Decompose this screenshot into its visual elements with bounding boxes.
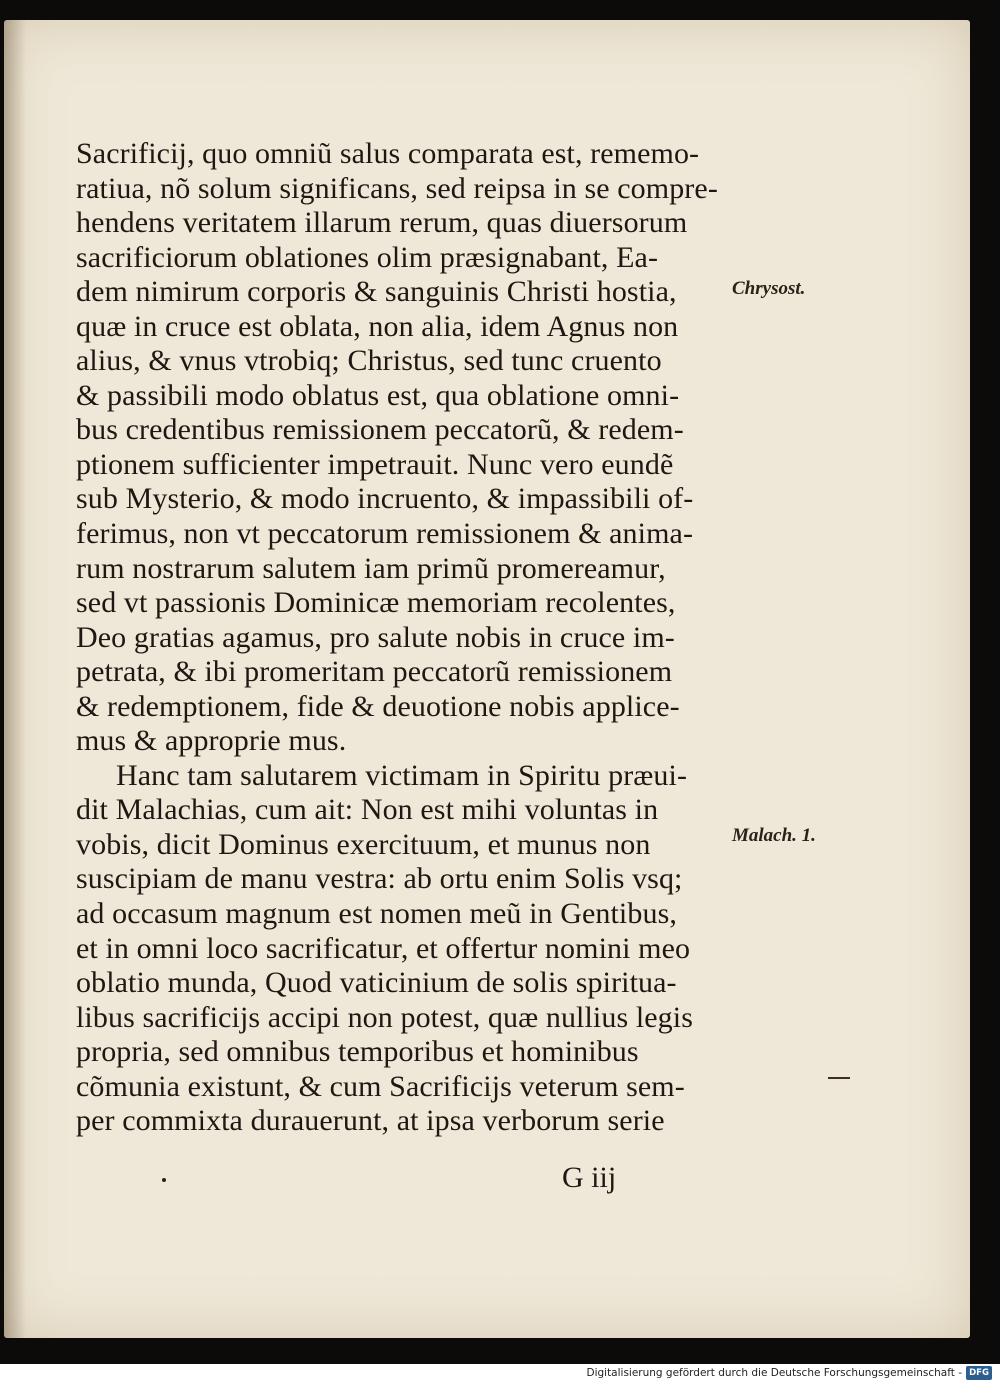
text-line-16: petrata, & ibi promeritam peccatorũ remissionem	[76, 655, 673, 689]
margin-dash	[828, 1077, 850, 1079]
text-line-27: propria, sed omnibus temporibus et hominibus	[76, 1035, 639, 1069]
text-line-25: oblatio munda, Quod vaticinium de solis spiritua-	[76, 966, 677, 1000]
margin-note-malachi: Malach. 1.	[732, 825, 816, 846]
text-line-13: rum nostrarum salutem iam primũ promereamur,	[76, 551, 666, 585]
text-line-18: mus & approprie mus.	[76, 724, 347, 758]
text-line-26: libus sacrificijs accipi non potest, quæ nullius legis	[76, 1000, 693, 1034]
text-line-9: bus credentibus remissionem peccatorũ, & redem-	[76, 413, 684, 447]
book-page	[4, 20, 970, 1338]
text-line-24: et in omni loco sacrificatur, et offertur nomini meo	[76, 931, 691, 965]
text-line-8: & passibili modo oblatus est, qua oblatione omni-	[76, 378, 680, 412]
text-line-6: quæ in cruce est oblata, non alia, idem Agnus non	[76, 309, 679, 343]
signature-mark: G iij	[562, 1161, 617, 1194]
text-line-4: sacrificiorum oblationes olim præsignabant, Ea-	[76, 240, 659, 274]
text-line-12: ferimus, non vt peccatorum remissionem & anima-	[76, 517, 694, 551]
text-line-28: cõmunia existunt, & cum Sacrificijs veterum sem-	[76, 1069, 685, 1103]
text-line-1: Sacrificij, quo omniũ salus comparata est, rememo-	[76, 137, 700, 170]
text-line-17: & redemptionem, fide & deuotione nobis applice-	[76, 689, 680, 723]
signature-line	[82, 1160, 732, 1200]
ink-dot	[162, 1178, 166, 1182]
text-line-21: vobis, dicit Dominus exercituum, et munus non	[76, 827, 651, 861]
footer-bar	[0, 1364, 1000, 1383]
text-line-14: sed vt passionis Dominicæ memoriam recolentes,	[76, 586, 676, 620]
text-line-7: alius, & vnus vtrobiq; Christus, sed tunc cruento	[76, 344, 662, 378]
text-block	[76, 137, 728, 1139]
text-line-5: dem nimirum corporis & sanguinis Christi hostia,	[76, 275, 677, 309]
dfg-logo-icon: DFG	[966, 1366, 992, 1380]
text-line-20: dit Malachias, cum ait: Non est mihi voluntas in	[76, 793, 659, 827]
text-line-23: ad occasum magnum est nomen meũ in Gentibus,	[76, 897, 677, 931]
text-line-22: suscipiam de manu vestra: ab ortu enim Solis vsq;	[76, 862, 683, 896]
text-line-3: hendens veritatem illarum rerum, quas diuersorum	[76, 206, 688, 240]
text-line-29: per commixta durauerunt, at ipsa verborum serie	[76, 1104, 665, 1138]
footer-credit: Digitalisierung gefördert durch die Deutsche Forschungsgemeinschaft -	[586, 1367, 962, 1379]
text-line-11: sub Mysterio, & modo incruento, & impassibili of-	[76, 482, 694, 516]
text-line-15: Deo gratias agamus, pro salute nobis in cruce im-	[76, 620, 675, 654]
text-line-2: ratiua, nõ solum significans, sed reipsa in se compre-	[76, 171, 718, 205]
text-line-19: Hanc tam salutarem victimam in Spiritu præui-	[116, 758, 688, 792]
margin-note-chrysostom: Chrysost.	[732, 278, 806, 299]
text-line-10: ptionem sufficienter impetrauit. Nunc vero eundẽ	[76, 447, 674, 481]
